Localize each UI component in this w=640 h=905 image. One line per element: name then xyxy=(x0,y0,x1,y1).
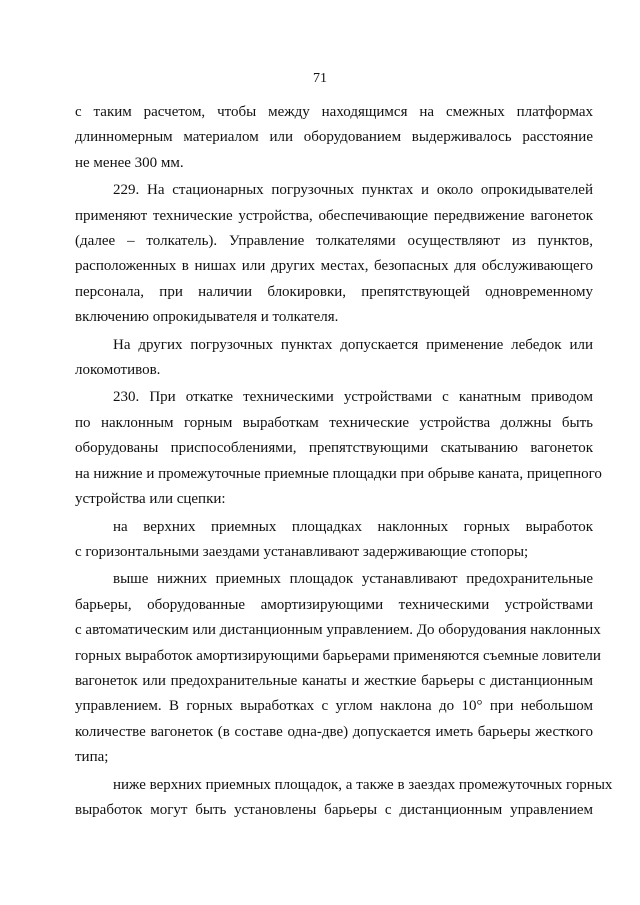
text-line: расположенных в нишах или других местах, безопасных для обслуживающего xyxy=(75,258,593,275)
text-line: выше нижних приемных площадок устанавливают предохранительные xyxy=(113,571,593,588)
text-line: не менее 300 мм. xyxy=(75,154,184,171)
text-line: с таким расчетом, чтобы между находящимся на смежных платформах xyxy=(75,104,593,120)
text-line: на верхних приемных площадках наклонных горных выработок xyxy=(113,518,593,535)
text-line: выработок могут быть установлены барьеры с дистанционным управлением xyxy=(75,801,593,818)
paragraph-continuation xyxy=(75,100,593,176)
text-line: с автоматическим или дистанционным управлением. До оборудования наклонных xyxy=(75,622,601,639)
paragraph-below-upper-landings xyxy=(75,773,613,824)
text-line: горных выработок амортизирующими барьерами применяются съемные ловители xyxy=(75,647,601,664)
text-line: персонала, при наличии блокировки, препятствующей одновременному xyxy=(75,283,593,300)
text-line: на нижние и промежуточные приемные площадки при обрыве каната, прицепного xyxy=(75,465,602,482)
text-line: 230. При откатке техническими устройствами с канатным приводом xyxy=(113,389,593,406)
paragraph-230 xyxy=(75,385,602,512)
text-line: вагонеток или предохранительные канаты и жесткие барьеры с дистанционным xyxy=(75,672,593,689)
text-line: (далее – толкатель). Управление толкателями осуществляют из пунктов, xyxy=(75,233,593,250)
text-line: барьеры, оборудованные амортизирующими техническими устройствами xyxy=(75,596,593,613)
paragraph-above-lower-landings xyxy=(75,567,601,770)
text-line: локомотивов. xyxy=(75,362,161,379)
text-line: по наклонным горным выработкам технические устройства должны быть xyxy=(75,414,593,431)
text-line: включению опрокидывателя и толкателя. xyxy=(75,309,339,326)
text-line: количестве вагонеток (в составе одна-две) допускается иметь барьеры жесткого xyxy=(75,723,593,740)
text-line: длинномерным материалом или оборудованием выдерживалось расстояние xyxy=(75,129,593,146)
text-line: устройства или сцепки: xyxy=(75,491,226,508)
text-line: применяют технические устройства, обеспечивающие передвижение вагонеток xyxy=(75,207,593,224)
text-line: типа; xyxy=(75,749,109,766)
text-line: На других погрузочных пунктах допускается применение лебедок или xyxy=(113,336,593,353)
paragraph-upper-landings xyxy=(75,515,593,566)
page-number: 71 xyxy=(313,71,327,86)
paragraph-229 xyxy=(75,178,593,330)
paragraph-other-loading-points xyxy=(75,333,593,384)
text-line: 229. На стационарных погрузочных пунктах и около опрокидывателей xyxy=(113,182,593,199)
text-line: ниже верхних приемных площадок, а также в заездах промежуточных горных xyxy=(113,776,613,793)
text-line: оборудованы приспособлениями, препятствующими скатыванию вагонеток xyxy=(75,440,593,457)
text-line: с горизонтальными заездами устанавливают задерживающие стопоры; xyxy=(75,543,529,560)
text-line: управлением. В горных выработках с углом наклона до 10° при небольшом xyxy=(75,698,593,715)
document-body xyxy=(75,100,613,823)
